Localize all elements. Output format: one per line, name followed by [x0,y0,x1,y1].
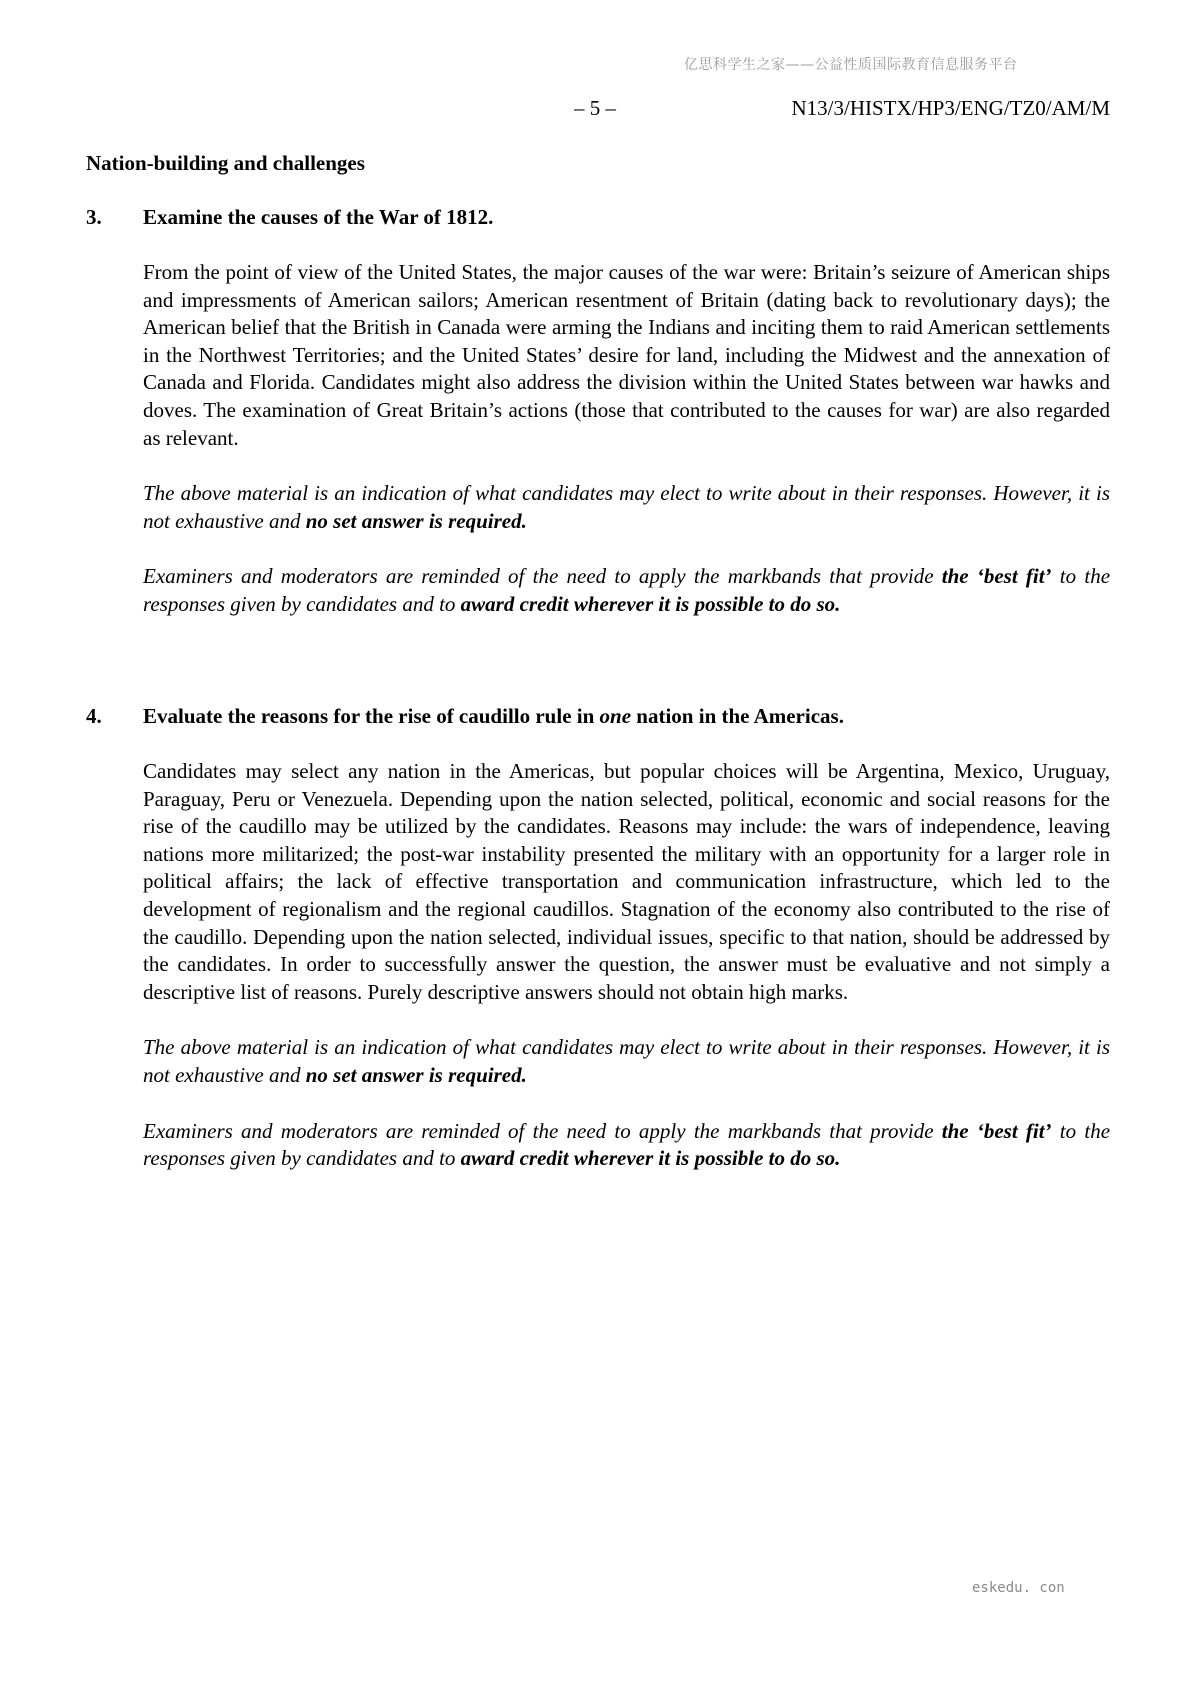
indication-note [143,1034,1110,1089]
reminder-bold: award credit wherever it is possible to do so. [460,1146,841,1171]
title-emphasis: one [599,704,632,728]
reminder-text: to the responses given by candidates and to [143,564,1111,616]
question-body [143,758,1110,1173]
note-text: The above material is an indication of what candidates may elect to write about in their responses. However, it is not exhaustive and [143,481,1110,533]
reminder-text: to the responses given by candidates and to [143,1118,1111,1171]
page-number: – 5 – [574,96,616,120]
note-bold: no set answer is required. [305,508,527,533]
reminder-text: Examiners and moderators are reminded of the need to apply the markbands that provide [143,1118,942,1143]
question-number: 4. [86,704,102,728]
footer-watermark: eskedu. con [972,1580,1065,1596]
examiner-reminder [143,1118,1110,1173]
question-3 [86,205,1110,619]
reminder-bold: the ‘best fit’ [941,564,1052,589]
note-text: The above material is an indication of what candidates may elect to write about in their responses. However, it is not exhaustive and [143,1035,1110,1087]
indication-note [143,480,1110,535]
question-heading [86,704,1110,732]
question-title: Examine the causes of the War of 1812. [143,205,494,229]
question-number: 3. [86,205,102,229]
answer-text: Candidates may select any nation in the Americas, but popular choices will be Argentina, Mexico, Uruguay, Paraguay, Peru or Venezuela. Depending upon the nation selected, political, economic and social reasons for the rise of the caudillo may be utilized by the candidates. Reasons may include: the wars of independence, leaving nations more militarized; the post-war instability presented the military with an opportunity for a larger role in political affairs; the lack of effective transportation and communication infrastructure, which led to the development of regionalism and the regional caudillos. Stagnation of the economy also contributed to the rise of the caudillo. Depending upon the nation selected, individual issues, specific to that nation, should be addressed by the candidates. In order to successfully answer the question, the answer must be evaluative and not simply a descriptive list of reasons. Purely descriptive answers should not obtain high marks. [143,759,1110,1004]
reminder-bold: the ‘best fit’ [941,1118,1052,1143]
title-text: Evaluate the reasons for the rise of caudillo rule in [143,704,600,728]
watermark-top: 亿思科学生之家——公益性质国际教育信息服务平台 [684,57,1018,73]
reminder-text: Examiners and moderators are reminded of the need to apply the markbands that provide [143,564,942,589]
note-bold: no set answer is required. [305,1062,527,1087]
examiner-reminder [143,563,1110,618]
section-heading: Nation-building and challenges [86,151,365,175]
question-title [143,704,844,729]
question-4 [86,704,1110,1173]
document-code: N13/3/HISTX/HP3/ENG/TZ0/AM/M [791,96,1110,120]
answer-text: From the point of view of the United States, the major causes of the war were: Britain’s seizure of American ships and impressments of American sailors; American resentment of Britain (dating back to revolutionary days); the American belief that the British in Canada were arming the Indians and inciting them to raid American settlements in the Northwest Territories; and the United States’ desire for land, including the Midwest and the annexation of Canada and Florida. Candidates might also address the division within the United States between war hawks and doves. The examination of Great Britain’s actions (those that contributed to the causes for war) are also regarded as relevant. [143,260,1110,450]
title-text: nation in the Americas. [631,704,844,728]
question-heading [86,205,1110,233]
reminder-bold: award credit wherever it is possible to do so. [460,591,841,616]
question-body [143,259,1110,619]
